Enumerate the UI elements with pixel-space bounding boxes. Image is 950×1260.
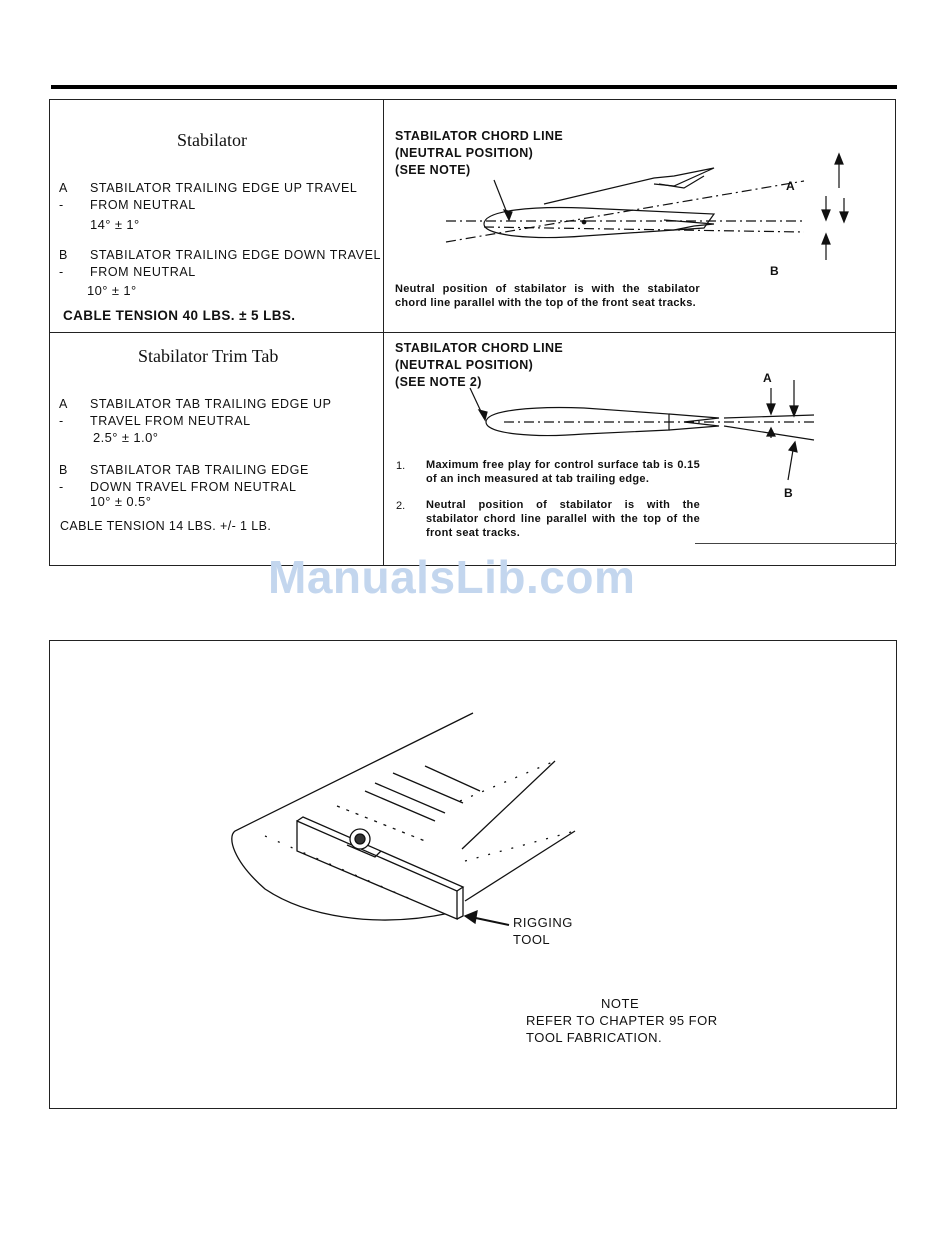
rigging-tool-figure (49, 640, 897, 1109)
note-title: NOTE (601, 996, 640, 1011)
stabilator-travel-diagram (384, 140, 896, 290)
item-text: STABILATOR TRAILING EDGE UP TRAVEL FROM NEUTRAL (90, 181, 358, 212)
tool-fabrication-note (526, 995, 718, 1046)
stabilator-cable-tension: CABLE TENSION 40 LBS. ± 5 LBS. (63, 308, 296, 323)
item-letter: B - (59, 463, 68, 494)
note-number: 2. (396, 500, 406, 512)
stabilator-tip-illustration (225, 711, 585, 941)
note-rule (695, 543, 897, 544)
heading-line: (NEUTRAL POSITION) (395, 358, 534, 372)
note-line: REFER TO CHAPTER 95 FOR (526, 1013, 718, 1028)
stabilator-title: Stabilator (177, 130, 247, 150)
dimension-label-a: A (763, 371, 772, 385)
dimension-label-a: A (786, 179, 795, 193)
item-letter: B - (59, 248, 68, 279)
free-play-note: Maximum free play for control surface tab is 0.15 of an inch measured at tab trailing edge. (426, 459, 700, 485)
watermark: ManualsLib.com (268, 551, 636, 603)
item-letter: A - (59, 181, 68, 212)
note-line: TOOL FABRICATION. (526, 1030, 663, 1045)
heading-line: STABILATOR CHORD LINE (395, 341, 564, 355)
item-text: STABILATOR TAB TRAILING EDGE UP TRAVEL FROM NEUTRAL (90, 397, 332, 428)
trim-tab-item-a-value: 2.5° ± 1.0° (93, 430, 159, 445)
trim-tab-item-b-value: 10° ± 0.5° (90, 494, 152, 509)
label-line: RIGGING (513, 915, 573, 930)
rigging-tool-label (513, 914, 573, 948)
heading-line: STABILATOR CHORD LINE (395, 129, 564, 143)
note-number: 1. (396, 460, 406, 472)
item-letter: A - (59, 397, 68, 428)
heading-line: (SEE NOTE) (395, 163, 471, 177)
stabilator-neutral-note: Neutral position of stabilator is with the stabilator chord line parallel with the top of the front seat tracks. (395, 283, 700, 309)
item-text: STABILATOR TAB TRAILING EDGE DOWN TRAVEL FROM NEUTRAL (90, 463, 309, 494)
trim-tab-title: Stabilator Trim Tab (138, 346, 279, 366)
heading-line: (NEUTRAL POSITION) (395, 146, 534, 160)
trim-tab-cable-tension: CABLE TENSION 14 LBS. +/- 1 LB. (60, 519, 272, 533)
rigging-spec-table (49, 99, 896, 566)
item-text: STABILATOR TRAILING EDGE DOWN TRAVEL FROM NEUTRAL (90, 248, 381, 279)
stabilator-item-a-value: 14° ± 1° (90, 217, 140, 232)
top-rule (51, 85, 897, 89)
table-horizontal-divider (50, 332, 895, 333)
stabilator-item-b-value: 10° ± 1° (87, 283, 137, 298)
dimension-label-b: B (770, 264, 779, 278)
neutral-position-note: Neutral position of stabilator is with the stabilator chord line parallel with the top of the front seat tracks. (426, 499, 700, 539)
label-line: TOOL (513, 932, 551, 947)
heading-line: (SEE NOTE 2) (395, 375, 482, 389)
dimension-label-b: B (784, 486, 793, 500)
